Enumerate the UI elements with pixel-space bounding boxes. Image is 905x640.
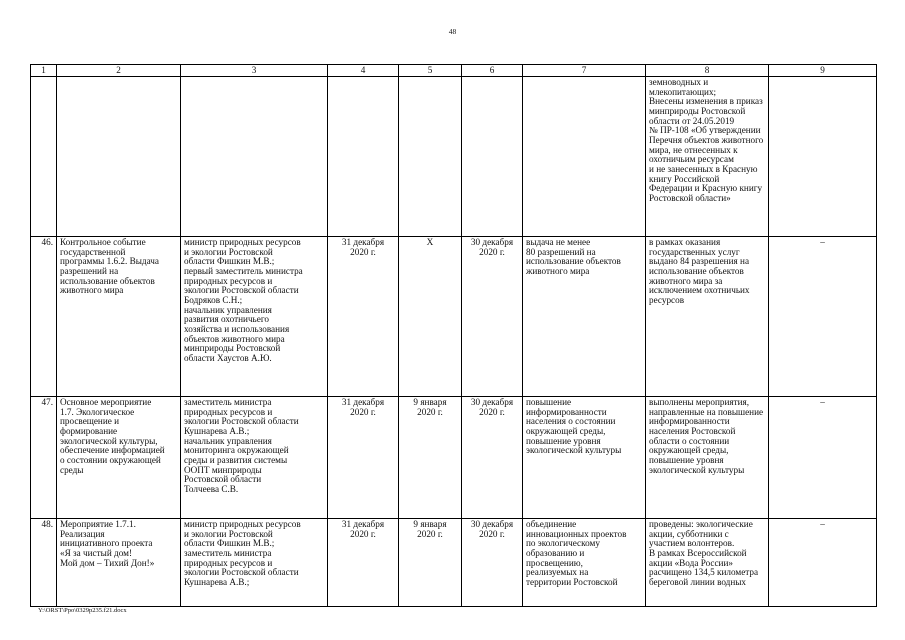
column-header-cell: 2 bbox=[57, 65, 181, 77]
table-row-continuation bbox=[31, 77, 877, 237]
end-date-cell: 30 декабря 2020 г. bbox=[462, 519, 523, 607]
end-date-cell: 30 декабря 2020 г. bbox=[462, 397, 523, 519]
table-cell bbox=[181, 77, 328, 237]
actual-result-cell: проведены: экологические акции, субботники с участием волонтеров. В рамках Всероссийской акции «Вода России» расчищено 134,5 километра береговой линии водных bbox=[646, 519, 769, 607]
column-header-cell: 6 bbox=[462, 65, 523, 77]
planned-date-cell: 31 декабря 2020 г. bbox=[328, 519, 399, 607]
column-header-cell: 1 bbox=[31, 65, 57, 77]
column-header-cell: 4 bbox=[328, 65, 399, 77]
table-cell bbox=[399, 77, 462, 237]
column-number-header bbox=[31, 65, 877, 77]
responsible-cell: министр природных ресурсов и экологии Ростовской области Фишкин М.В.; заместитель министра природных ресурсов и экологии Ростовской области Кушнарева А.В.; bbox=[181, 519, 328, 607]
table-cell bbox=[57, 77, 181, 237]
footer-file-path: Y:\ORST\Ppo\0329p235.f21.docx bbox=[38, 607, 127, 614]
start-date-cell: Х bbox=[399, 237, 462, 397]
event-name-cell: Контрольное событие государственной программы 1.6.2. Выдача разрешений на использование объектов животного мира bbox=[57, 237, 181, 397]
notes-cell: – bbox=[769, 519, 877, 607]
table-row-46 bbox=[31, 237, 877, 397]
planned-date-cell: 31 декабря 2020 г. bbox=[328, 237, 399, 397]
table-cell bbox=[328, 77, 399, 237]
start-date-cell: 9 января 2020 г. bbox=[399, 397, 462, 519]
end-date-cell: 30 декабря 2020 г. bbox=[462, 237, 523, 397]
start-date-cell: 9 января 2020 г. bbox=[399, 519, 462, 607]
row-number: 48. bbox=[31, 519, 57, 607]
table-cell bbox=[769, 77, 877, 237]
result-cell: земноводных и млекопитающих; Внесены изменения в приказ минприроды Ростовской области от 24.05.2019 № ПР-108 «Об утверждении Перечня объектов животного мира, не отнесенных к охотничьим ресурсам и не занесенных в Красную книгу Российской Федерации и Красную книгу Ростовской области» bbox=[646, 77, 769, 237]
table-cell bbox=[523, 77, 646, 237]
planned-date-cell: 31 декабря 2020 г. bbox=[328, 397, 399, 519]
column-header-cell: 3 bbox=[181, 65, 328, 77]
row-number: 47. bbox=[31, 397, 57, 519]
column-header-cell: 8 bbox=[646, 65, 769, 77]
column-header-cell: 9 bbox=[769, 65, 877, 77]
table-row-47 bbox=[31, 397, 877, 519]
notes-cell: – bbox=[769, 237, 877, 397]
table-cell bbox=[31, 77, 57, 237]
table-row-48 bbox=[31, 519, 877, 607]
event-name-cell: Основное мероприятие 1.7. Экологическое просвещение и формирование экологической культуры, обеспечение информацией о состоянии окружающей среды bbox=[57, 397, 181, 519]
table-cell bbox=[462, 77, 523, 237]
planned-result-cell: объединение инновационных проектов по экологическому образованию и просвещению, реализуемых на территории Ростовской bbox=[523, 519, 646, 607]
report-table bbox=[30, 64, 877, 607]
column-header-cell: 5 bbox=[399, 65, 462, 77]
planned-result-cell: выдача не менее 80 разрешений на использование объектов животного мира bbox=[523, 237, 646, 397]
actual-result-cell: в рамках оказания государственных услуг выдано 84 разрешения на использование объектов животного мира за исключением охотничьих ресурсов bbox=[646, 237, 769, 397]
column-header-cell: 7 bbox=[523, 65, 646, 77]
page-number: 48 bbox=[448, 27, 457, 36]
event-name-cell: Мероприятие 1.7.1. Реализация инициативного проекта «Я за чистый дом! Мой дом – Тихий Дон!» bbox=[57, 519, 181, 607]
planned-result-cell: повышение информированности населения о состоянии окружающей среды, повышение уровня экологической культуры bbox=[523, 397, 646, 519]
row-number: 46. bbox=[31, 237, 57, 397]
notes-cell: – bbox=[769, 397, 877, 519]
actual-result-cell: выполнены мероприятия, направленные на повышение информированности населения Ростовской области о состоянии окружающей среды, повышение уровня экологической культуры bbox=[646, 397, 769, 519]
responsible-cell: министр природных ресурсов и экологии Ростовской области Фишкин М.В.; первый заместитель министра природных ресурсов и экологии Ростовской области Бодряков С.Н.; начальник управления развития охотничьего хозяйства и использования объектов животного мира минприроды Ростовской области Хаустов А.Ю. bbox=[181, 237, 328, 397]
responsible-cell: заместитель министра природных ресурсов и экологии Ростовской области Кушнарева А.В.; начальник управления мониторинга окружающей среды и развития системы ООПТ минприроды Ростовской области Толчеева С.В. bbox=[181, 397, 328, 519]
